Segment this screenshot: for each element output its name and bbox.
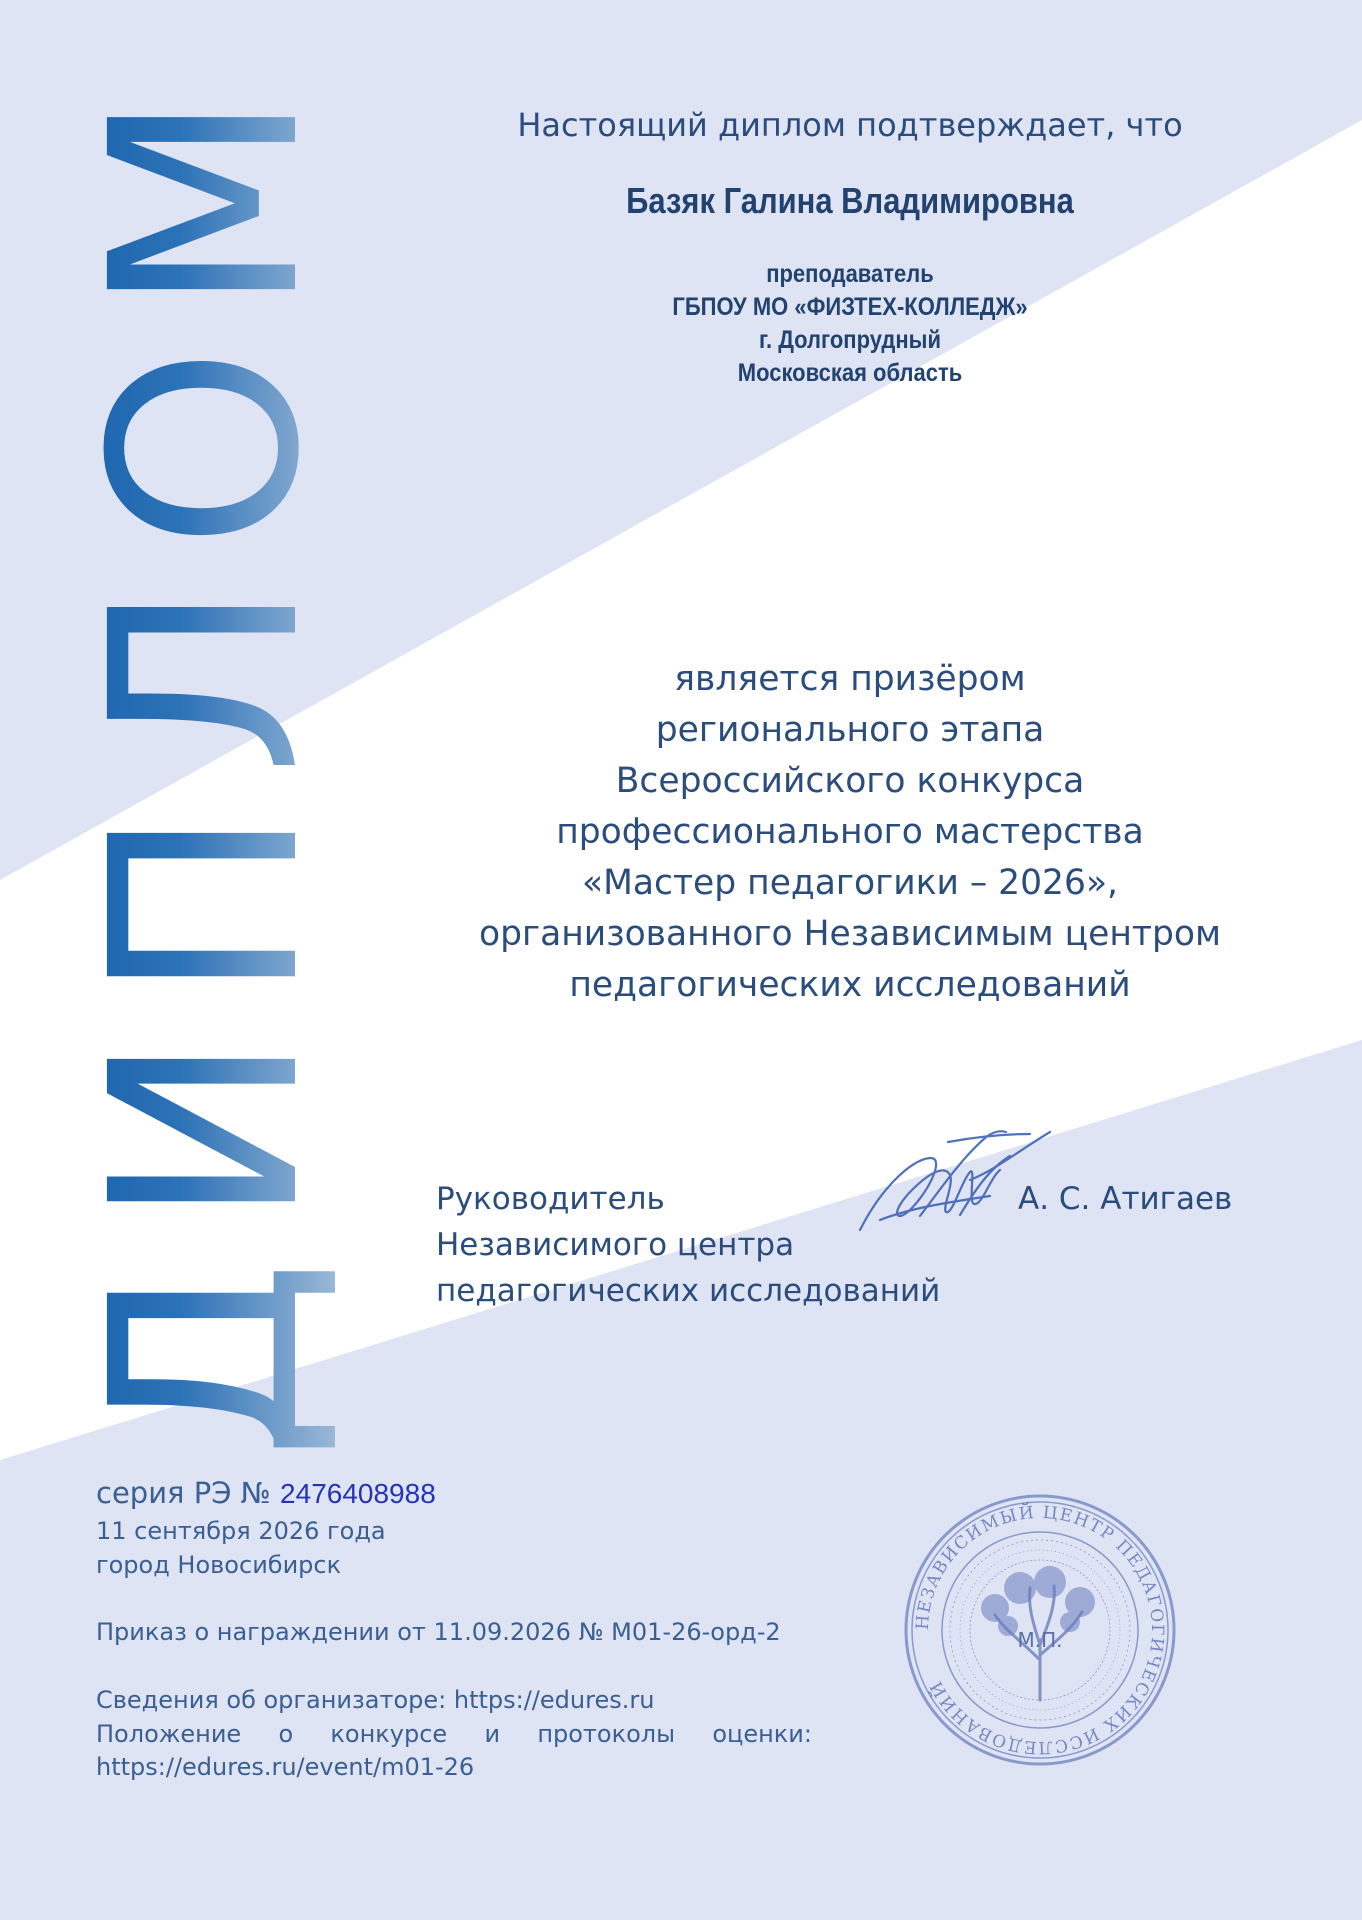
position-line: Московская область [737,359,963,387]
rules-info: Положение о конкурсе и протоколы оценки: [96,1720,812,1748]
seal-stamp-icon [900,1490,1180,1770]
series-value: 2476408988 [280,1478,436,1509]
seal-ring-text: НЕЗАВИСИМЫЙ ЦЕНТР ПЕДАГОГИЧЕСКИХ ИССЛЕДОВАНИЙ [912,1502,1168,1758]
award-line: регионального этапа [655,710,1045,750]
seal-mark: М.П. [1017,1628,1063,1652]
award-line: является призёром [674,659,1026,699]
issue-date: 11 сентября 2026 года [96,1517,386,1545]
series-number [96,1476,436,1510]
recipient-position [568,258,1131,390]
series-label: серия РЭ № [96,1476,271,1510]
signer-name: А. С. Атигаев [1018,1181,1233,1217]
rules-link: https://edures.ru/event/m01-26 [96,1753,475,1781]
award-line: профессионального мастерства [556,812,1144,852]
organizer-info: Сведения об организаторе: https://edures.ru [96,1686,655,1714]
head-line: педагогических исследований [436,1273,941,1309]
intro-text: Настоящий диплом подтверждает, что [517,106,1183,144]
award-line: «Мастер педагогики – 2026», [581,863,1119,903]
award-line: организованного Независимым центром [478,914,1222,954]
position-line: г. Долгопрудный [759,326,941,354]
position-line: преподаватель [766,260,934,288]
award-line: педагогических исследований [569,965,1131,1005]
diploma-title: ДИПЛОМ [56,59,356,1461]
position-line: ГБПОУ МО «ФИЗТЕХ-КОЛЛЕДЖ» [672,293,1028,321]
award-text [410,654,1290,1011]
issue-city: город Новосибирск [96,1551,342,1579]
head-line: Независимого центра [436,1227,795,1263]
award-line: Всероссийского конкурса [615,761,1085,801]
award-order: Приказ о награждении от 11.09.2026 № М01-26-орд-2 [96,1618,781,1646]
head-line: Руководитель [436,1181,665,1217]
recipient-name: Базяк Галина Владимировна [626,180,1074,221]
